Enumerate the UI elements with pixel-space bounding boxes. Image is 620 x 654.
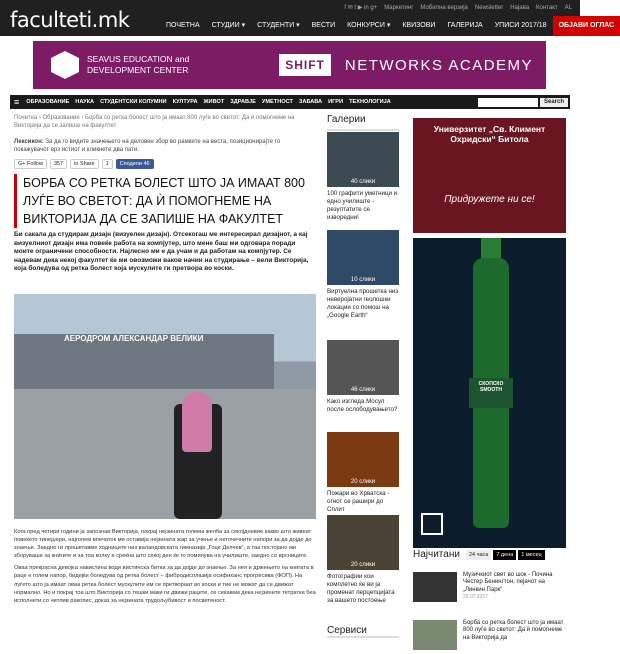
tab-1month[interactable]: 1 месец xyxy=(518,550,544,560)
ad-banner[interactable] xyxy=(33,41,546,89)
popular-text xyxy=(457,620,566,650)
share-button[interactable]: in Share xyxy=(70,159,99,169)
nav-enrollment[interactable]: УПИСИ 2017/18 xyxy=(494,22,547,29)
cat-tech[interactable]: ТЕХНОЛОГИЈА xyxy=(349,99,391,105)
lexicon-text: За да го видите значењето на деловен збор во рамките на веста, позиционирајте го покажувачот врз истиот и кликнете два пати. xyxy=(14,139,281,153)
lexicon-note xyxy=(14,138,314,154)
search-button[interactable]: Search xyxy=(540,98,568,107)
paragraph-2: Оваа прекрасна девојка навистина води вистинска битка за да дојде до знаење. За нея и држењето на книгата в раце е голем напор, бидејќи боледува од ретка болест – фибродисплазија осификанс прогресива (ФОП). На луѓето што ја имаат оваа ретка болест мускулите им се претвораат во коски и тие не можат да се движат нормално. Но и покрај тоа што Викторија со тешки маки ги движи рацете, се сеќавам дека нејзините тетратки беа исполнети со читлив ракопис, доказ за нејзината трудољубивост и посветеност. xyxy=(14,565,316,604)
university-slogan: Придружете ни се! xyxy=(444,194,535,205)
article-lead: Би сакала да студирам дизајн (визуелен дизајн). Отсекогаш ме интересирал дизајнот, а кај визуелниот дизајн има повеќе работа на компјутер, што мене баш ми одговара поради моите ограничени способности. Најлесно ми е да учам и да работам на компјутер. Се надевам дека некој факултет ќе ми овозможи ваков начин на студирање – вели Викторија, која боледува од ретка болест која мускулите ги претвора во коски. xyxy=(14,231,309,273)
photo-count: 20 слики xyxy=(350,479,376,485)
newsletter-link[interactable]: Newsletter xyxy=(474,5,504,11)
popular-title: Музичкиот свет во шок - Почина Честер Бенингтон, пејачот на „Линкин Парк“ xyxy=(463,572,553,593)
popular-item[interactable] xyxy=(413,620,566,650)
services-heading: Сервиси xyxy=(327,625,399,638)
nav-news[interactable]: ВЕСТИ xyxy=(311,22,336,29)
banner-right-text: NETWORKS ACADEMY xyxy=(344,56,534,74)
lang-link[interactable]: AL xyxy=(564,5,572,11)
paragraph-1: Кога пред четири години ја запознав Викторија, покрај нејзината голема желба за секојдневие какво што живеат повеќето тинејџери, најголем впечаток ми оставија нејзината жар за учење и неточечните напори за да дојде до знаење. Заедно ги прошетавме ходниците низ валандовската гимназија „Гоце Делчев“, а таа постојано ми зборуваше за книгите и за тоа колку е среќна што секој ден ќе го поминува на училиште, заедно со врсниците. xyxy=(14,529,312,560)
nav-students[interactable]: СТУДЕНТИ ▾ xyxy=(257,22,300,29)
banner-line2: DEVELOPMENT CENTER xyxy=(87,65,189,75)
nav-post-ad-button[interactable]: ОБЈАВИ ОГЛАС xyxy=(553,16,620,36)
main-nav xyxy=(160,16,620,36)
gallery-item[interactable] xyxy=(327,230,399,320)
cat-culture[interactable]: КУЛТУРА xyxy=(172,99,198,105)
cat-education[interactable]: ОБРАЗОВАНИЕ xyxy=(26,99,70,105)
gallery-thumb xyxy=(327,432,399,487)
tab-7days[interactable]: 7 дена xyxy=(493,550,516,560)
bottle-label: СКОПСКО SMOOTH xyxy=(469,378,513,408)
gallery-heading: Галерии xyxy=(327,114,399,131)
nav-studies[interactable]: СТУДИИ ▾ xyxy=(211,22,246,29)
expand-icon[interactable] xyxy=(421,513,443,535)
login-link[interactable]: Најава xyxy=(510,5,530,11)
category-nav xyxy=(10,95,570,109)
gallery-thumb xyxy=(327,132,399,187)
cat-science[interactable]: НАУКА xyxy=(75,99,95,105)
search-box xyxy=(478,98,570,107)
lexicon-label: Лексикон: xyxy=(14,139,44,145)
shift-logo: SHIFT xyxy=(279,54,331,76)
seavus-logo-icon xyxy=(51,51,79,79)
gallery-caption: Виртуелна прошетка низ неверојатни геолошки локации со помош на „Google Earth“ xyxy=(327,288,399,319)
popular-text xyxy=(457,572,566,602)
search-input[interactable] xyxy=(478,98,538,107)
gallery-thumb xyxy=(327,340,399,395)
share-bar xyxy=(14,159,154,169)
gallery-caption: 100 графити уметници и едно училиште - резултатите се изворедни! xyxy=(327,190,398,221)
gallery-thumb xyxy=(327,230,399,285)
article-title: БОРБА СО РЕТКА БОЛЕСТ ШТО ЈА ИМААТ 800 ЛУЃЕ ВО СВЕТОТ: ДА Ѝ ПОМОГНЕМЕ НА ВИКТОРИЈА ДА СЕ ЗАПИШЕ НА ФАКУЛТЕТ xyxy=(14,174,316,228)
photo-count: 10 слики xyxy=(350,277,376,283)
nav-contests[interactable]: КОНКУРСИ ▾ xyxy=(347,22,391,29)
article-photo xyxy=(14,294,316,519)
contact-link[interactable]: Контакт xyxy=(536,5,558,11)
cat-fun[interactable]: ЗАБАВА xyxy=(298,99,323,105)
top-bar xyxy=(0,0,615,36)
nav-gallery[interactable]: ГАЛЕРИЈА xyxy=(447,22,483,29)
beer-ad[interactable] xyxy=(413,238,566,548)
cat-art[interactable]: УМЕТНОСТ xyxy=(261,99,293,105)
popular-tabs xyxy=(413,549,566,560)
photo-count: 40 слики xyxy=(350,179,376,185)
banner-line1: SEAVUS EDUCATION and xyxy=(87,54,190,64)
university-name: Универзитет „Св. Климент Охридски“ Битола xyxy=(433,124,546,144)
popular-date: 20.07.2017 xyxy=(463,594,489,601)
popular-heading: Најчитани xyxy=(413,549,460,560)
airport-sign: АЕРОДРОМ АЛЕКСАНДАР ВЕЛИКИ xyxy=(64,334,204,343)
photo-count: 46 слики xyxy=(350,387,376,393)
follow-count: 357 xyxy=(50,159,67,169)
gallery-caption: Како изгледа Мосул после ослободувањето? xyxy=(327,398,398,413)
cat-columns[interactable]: СТУДЕНТСКИ КОЛУМНИ xyxy=(100,99,167,105)
gallery-item[interactable] xyxy=(327,515,399,605)
nav-quizzes[interactable]: КВИЗОВИ xyxy=(402,22,436,29)
road xyxy=(14,389,316,519)
site-logo[interactable]: faсulteti.mk xyxy=(10,8,130,32)
photo-count: 20 слики xyxy=(350,562,376,568)
university-ad[interactable] xyxy=(413,118,566,233)
tab-24h[interactable]: 24 часа xyxy=(466,550,491,560)
marketing-link[interactable]: Маркетинг xyxy=(384,5,414,11)
follow-label: Follow xyxy=(27,161,43,167)
breadcrumb[interactable]: Почетна › Образование › Борба со ретка болест што ја имаат 800 луѓе во светот: Да ѝ помогнеме на Викторија да се запише на факултет xyxy=(14,115,295,129)
cat-health[interactable]: ЗДРАВЈЕ xyxy=(230,99,256,105)
cat-life[interactable]: ЖИВОТ xyxy=(203,99,225,105)
gallery-item[interactable] xyxy=(327,132,399,222)
gallery-thumb xyxy=(327,515,399,570)
gallery-item[interactable] xyxy=(327,432,399,514)
share-label: Share xyxy=(79,161,95,167)
follow-button[interactable]: G+ Follow xyxy=(14,159,47,169)
article-body xyxy=(14,528,316,609)
popular-thumb xyxy=(413,572,457,602)
share-count: 1 xyxy=(102,159,113,169)
popular-item[interactable] xyxy=(413,572,566,602)
nav-home[interactable]: ПОЧЕТНА xyxy=(166,22,200,29)
mobile-link[interactable]: Мобилна верзија xyxy=(420,5,468,11)
banner-left-text xyxy=(87,54,189,76)
popular-thumb xyxy=(413,620,457,650)
gallery-caption: Фотографии кои комплетно ќе ви ја променат перцепцијата за вашето постоење xyxy=(327,573,395,604)
utility-links xyxy=(270,2,580,15)
hamburger-icon[interactable]: ≡ xyxy=(14,97,20,107)
facebook-share-button[interactable]: Сподели 46 xyxy=(116,159,154,169)
gallery-item[interactable] xyxy=(327,340,399,414)
social-icons[interactable]: f ✉ t ▶ in g+ xyxy=(344,5,378,11)
girl-figure xyxy=(182,392,212,452)
gallery-caption: Пожари во Хрватска - огнот се рашири до Сплит xyxy=(327,490,390,513)
cat-games[interactable]: ИГРИ xyxy=(328,99,344,105)
popular-title: Борба со ретка болест што ја имаат 800 луѓе во светот: Да ѝ помогнеме на Викторија да xyxy=(463,620,564,641)
